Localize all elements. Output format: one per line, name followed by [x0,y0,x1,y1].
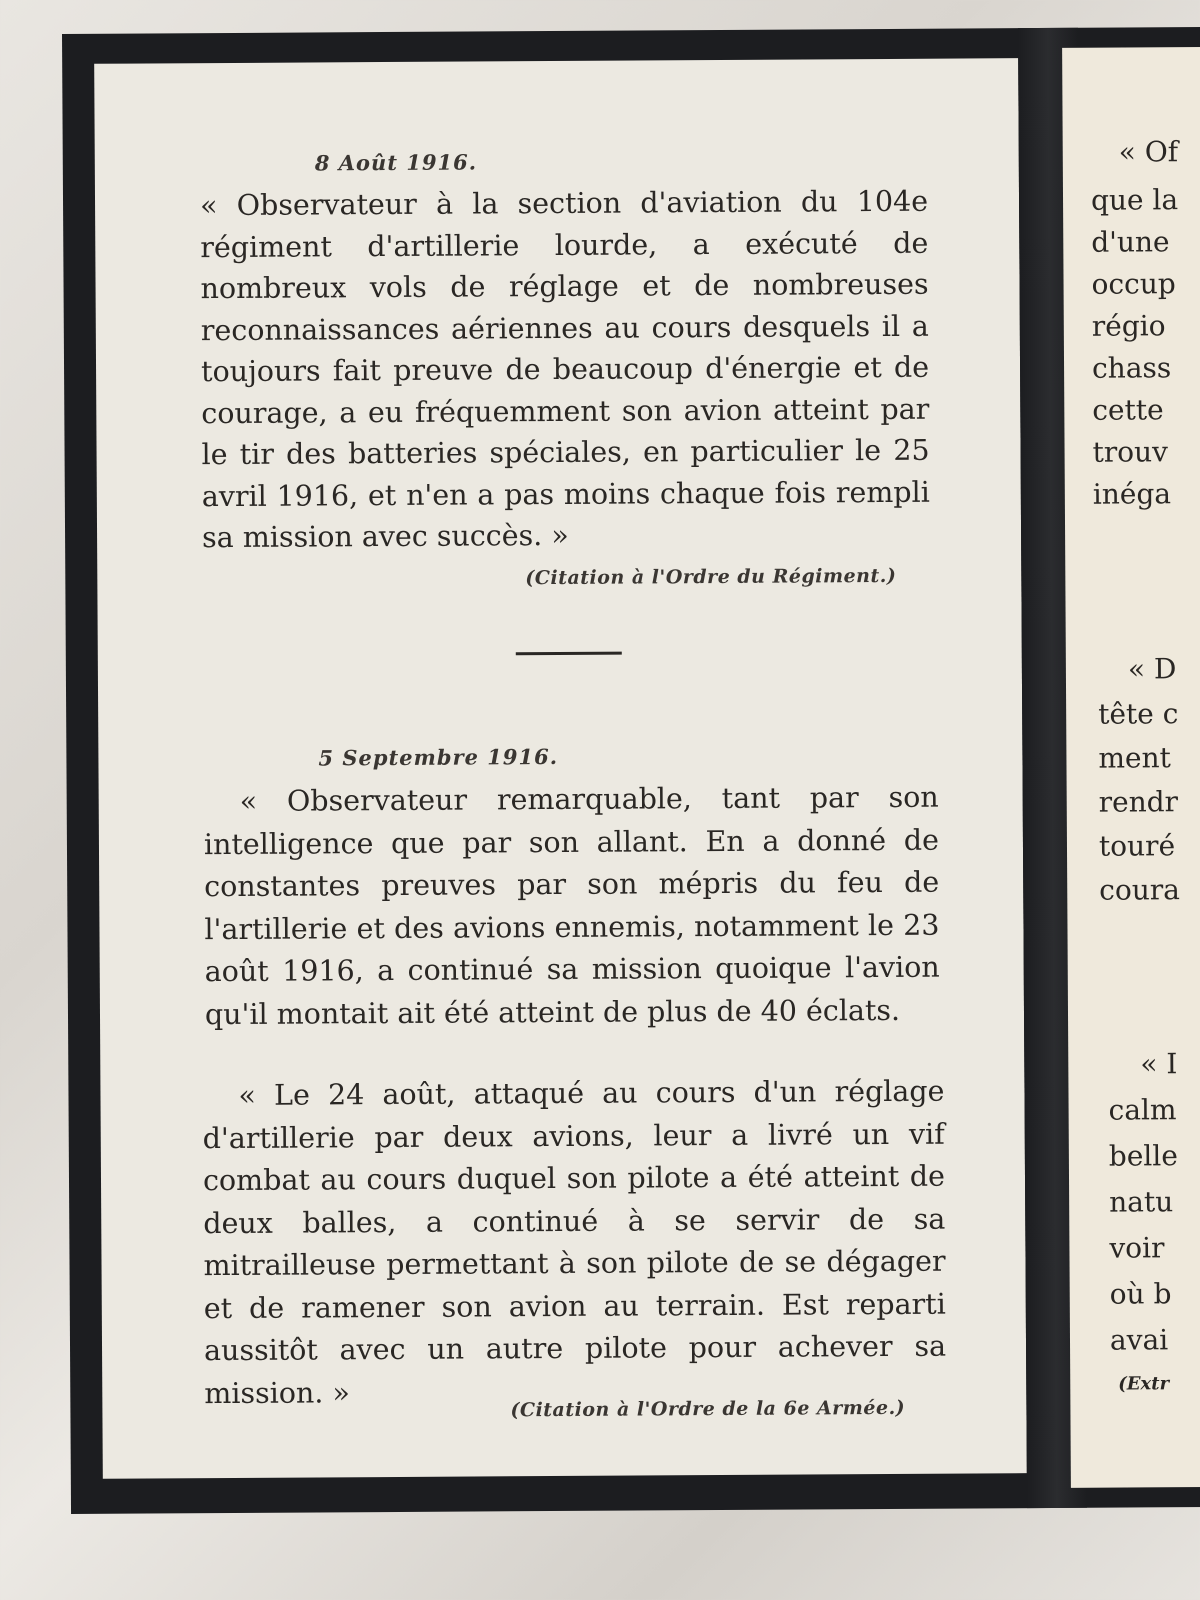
right-fragment: calm [1108,1093,1177,1127]
entry2-text2: « Le 24 août, attaqué au cours d'un réglage d'artillerie par deux avions, leur a livré un vif combat au cours duquel son pilote a été atteint de deux balles, a continué à se servir de sa mitrailleuse permettant à son pilote de se dégager et de ramener son avion au terrain. Est reparti aussitôt avec un autre pilote pour achever sa mission. » [202,1074,947,1410]
entry1-date: 8 Août 1916. [314,149,478,176]
right-page [1062,47,1200,1488]
right-fragment: avai [1109,1323,1169,1357]
right-fragment: « Of [1118,135,1179,169]
right-fragment: chass [1091,351,1172,385]
right-fragment: « I [1140,1047,1178,1081]
right-fragment: ment [1098,741,1171,775]
right-fragment: touré [1098,829,1176,863]
right-fragment: coura [1099,873,1181,907]
right-fragment: trouv [1092,435,1169,469]
right-fragment-citation: (Extr [1118,1373,1170,1395]
mourning-booklet [62,27,1200,1514]
right-fragment: cette [1092,393,1164,427]
entry2-citation: (Citation à l'Ordre de la 6e Armée.) [510,1396,906,1422]
entry2-text1: « Observateur remarquable, tant par son intelligence que par son allant. En a donné de constantes preuves par son mépris du feu de l'artillerie et des avions ennemis, notamment le 23 août 1916, a continué sa mission quoique l'avion qu'il montait ait été atteint de plus de 40 éclats. [203,780,940,1031]
right-fragment: « D [1127,652,1177,686]
right-fragment: voir [1109,1231,1165,1265]
right-fragment: régio [1091,309,1166,343]
entry1-citation: (Citation à l'Ordre du Régiment.) [525,564,897,590]
right-fragment: où b [1109,1277,1172,1311]
right-fragment: belle [1108,1139,1178,1173]
right-fragment: occup [1091,267,1176,301]
entry1-text: « Observateur à la section d'aviation du 104e régiment d'artillerie lourde, a exécuté de nombreux vols de réglage et de nombreuses reconnaissances aériennes au cours desquels il a toujours fait preuve de beaucoup d'énergie et de courage, a eu fréquemment son avion atteint par le tir des batteries spéciales, en particulier le 25 avril 1916, et n'en a pas moins chaque fois rempli sa mission avec succès. » [199,184,930,555]
right-fragment: que la [1090,183,1179,217]
entry2-date: 5 Septembre 1916. [318,743,559,771]
right-fragment: rendr [1098,785,1179,819]
right-fragment: tête c [1098,697,1179,731]
section-divider [516,652,622,656]
right-fragment: inéga [1092,477,1172,511]
right-fragment: d'une [1091,225,1170,259]
right-fragment: natu [1109,1185,1174,1219]
left-page [94,58,1027,1479]
